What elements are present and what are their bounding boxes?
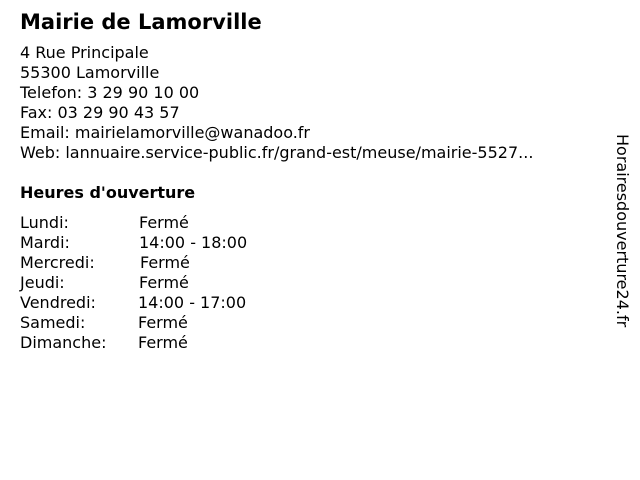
address-street: 4 Rue Principale xyxy=(20,43,149,62)
day-hours: Fermé xyxy=(138,333,188,352)
page-title: Mairie de Lamorville xyxy=(20,10,262,34)
day-label: Dimanche: xyxy=(20,333,107,352)
opening-hours-heading: Heures d'ouverture xyxy=(20,183,196,202)
day-label: Samedi: xyxy=(20,313,86,332)
day-hours: Fermé xyxy=(138,313,188,332)
fax-text: Fax: 03 29 90 43 57 xyxy=(20,103,180,122)
email-text: Email: mairielamorville@wanadoo.fr xyxy=(20,123,311,142)
contact-block xyxy=(20,43,533,163)
day-hours: Fermé xyxy=(139,273,189,292)
phone-text: Telefon: 3 29 90 10 00 xyxy=(20,83,200,102)
site-watermark: Horairesdouverture24.fr xyxy=(613,134,632,328)
day-hours: Fermé xyxy=(140,253,190,272)
day-hours: Fermé xyxy=(139,213,189,232)
day-hours: 14:00 - 17:00 xyxy=(138,293,247,312)
day-hours: 14:00 - 18:00 xyxy=(139,233,248,252)
day-label: Lundi: xyxy=(20,213,69,232)
address-city: 55300 Lamorville xyxy=(20,63,160,82)
day-label: Mercredi: xyxy=(20,253,95,272)
day-label: Mardi: xyxy=(20,233,70,252)
day-label: Jeudi: xyxy=(20,273,65,292)
web-text: Web: lannuaire.service-public.fr/grand-est/meuse/mairie-5527... xyxy=(20,143,534,162)
day-label: Vendredi: xyxy=(20,293,96,312)
